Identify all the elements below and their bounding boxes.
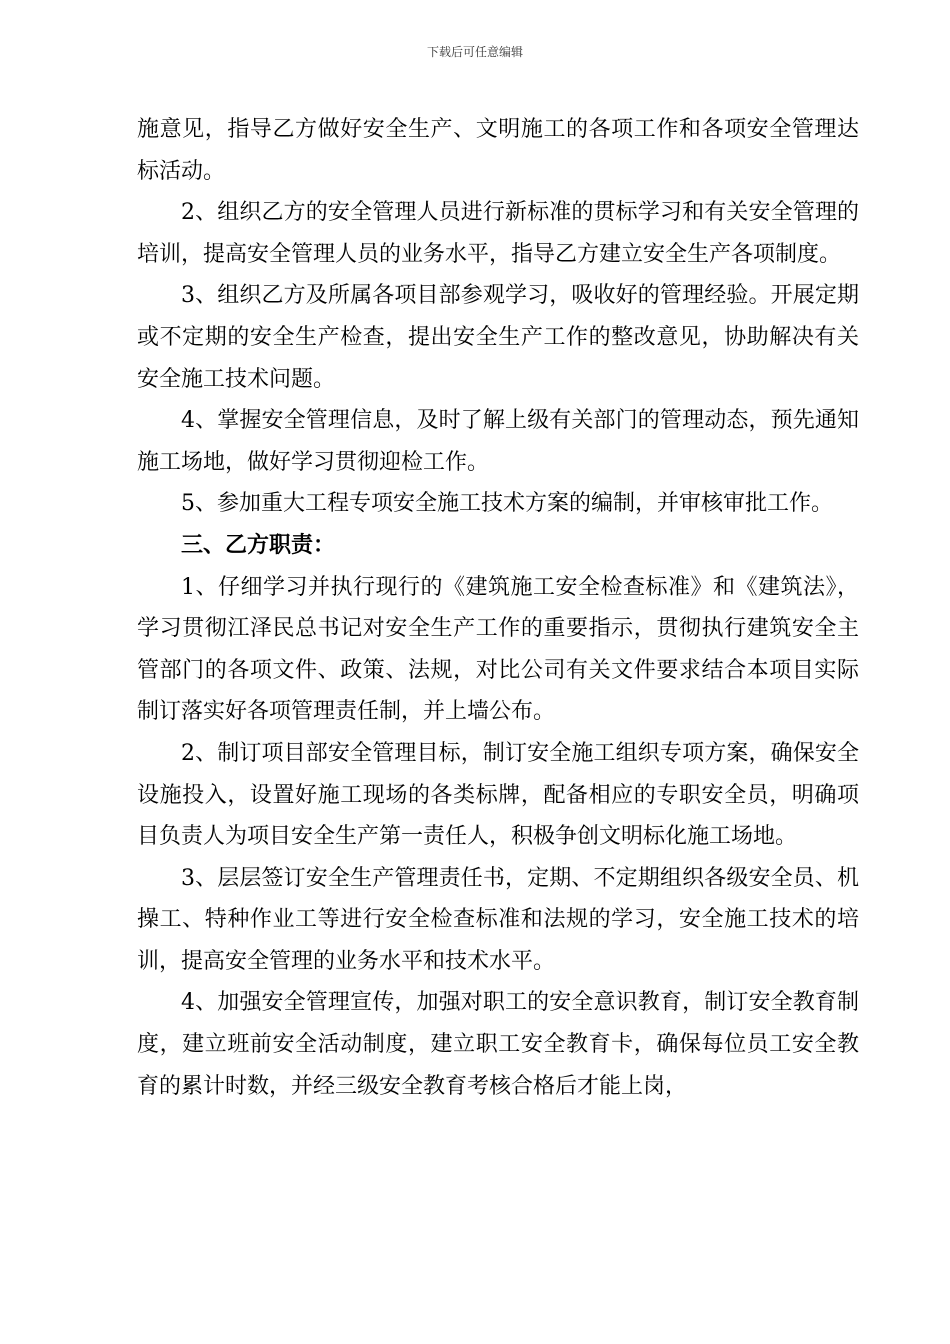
- paragraph-duty-3: 3、层层签订安全生产管理责任书，定期、不定期组织各级安全员、机操工、特种作业工等进行安全检查标准和法规的学习，安全施工技术的培训，提高安全管理的业务水平和技术水平。: [137, 865, 859, 974]
- document-body: [137, 109, 859, 1107]
- paragraph-item-5: 5、参加重大工程专项安全施工技术方案的编制，并审核审批工作。: [181, 491, 833, 517]
- page-header-note: 下载后可任意编辑: [426, 45, 523, 59]
- section-heading: 三、乙方职责：: [181, 531, 336, 558]
- paragraph-item-3: 3、组织乙方及所属各项目部参观学习，吸收好的管理经验。开展定期或不定期的安全生产检查，提出安全生产工作的整改意见，协助解决有关安全施工技术问题。: [137, 283, 859, 392]
- paragraph-duty-2: 2、制订项目部安全管理目标，制订安全施工组织专项方案，确保安全设施投入，设置好施工现场的各类标牌，配备相应的专职安全员，明确项目负责人为项目安全生产第一责任人，积极争创文明标化施工场地。: [137, 740, 859, 850]
- paragraph-duty-1: 1、仔细学习并执行现行的《建筑施工安全检查标准》和《建筑法》，学习贯彻江泽民总书记对安全生产工作的重要指示，贯彻执行建筑安全主管部门的各项文件、政策、法规，对比公司有关文件要求结合本项目实际制订落实好各项管理责任制，并上墙公布。: [137, 574, 859, 725]
- paragraph-item-4: 4、掌握安全管理信息，及时了解上级有关部门的管理动态，预先通知施工场地，做好学习贯彻迎检工作。: [137, 408, 859, 475]
- paragraph-duty-4: 4、加强安全管理宣传，加强对职工的安全意识教育，制订安全教育制度，建立班前安全活动制度，建立职工安全教育卡，确保每位员工安全教育的累计时数，并经三级安全教育考核合格后才能上岗，: [137, 990, 859, 1099]
- paragraph-continuation: 施意见，指导乙方做好安全生产、文明施工的各项工作和各项安全管理达标活动。: [137, 117, 859, 184]
- paragraph-item-2: 2、组织乙方的安全管理人员进行新标准的贯标学习和有关安全管理的培训，提高安全管理人员的业务水平，指导乙方建立安全生产各项制度。: [137, 200, 859, 267]
